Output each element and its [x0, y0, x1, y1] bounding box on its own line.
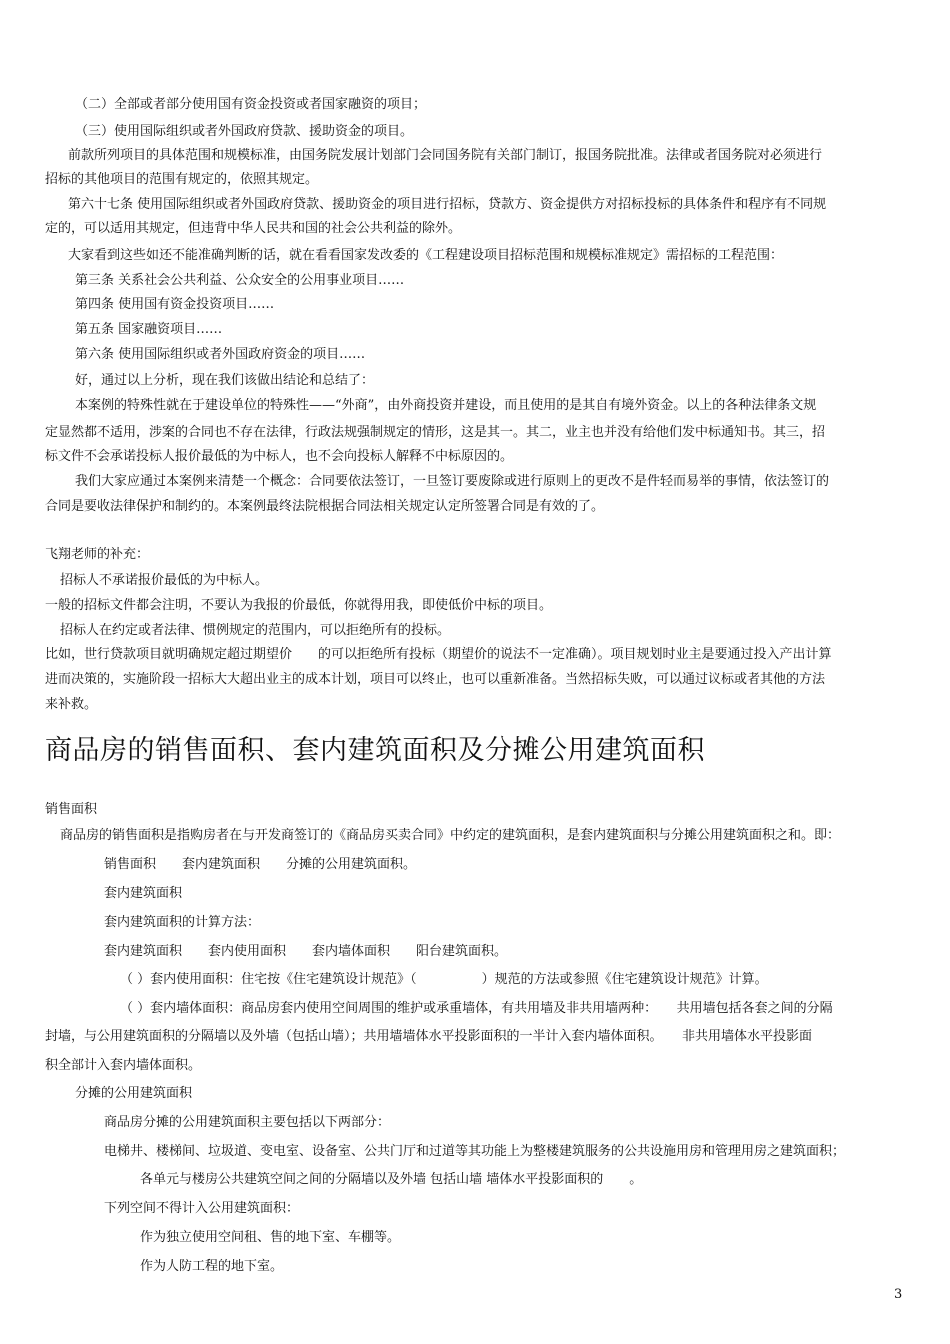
text-line: 分摊的公用建筑面积 — [75, 1086, 193, 1101]
text-line: 商品房的销售面积是指购房者在与开发商签订的《商品房买卖合同》中约定的建筑面积，是套内建筑面积与分摊公用建筑面积之和。即： — [60, 828, 841, 843]
text-line: 第五条 国家融资项目…… — [75, 322, 223, 337]
text-line: 积全部计入套内墙体面积。 — [45, 1058, 202, 1073]
text-line: 下列空间不得计入公用建筑面积： — [104, 1201, 300, 1216]
text-line: 招标的其他项目的范围有规定的，依照其规定。 — [45, 172, 319, 187]
text-line: 商品房分摊的公用建筑面积主要包括以下两部分： — [104, 1115, 391, 1130]
text-line: （二）全部或者部分使用国有资金投资或者国家融资的项目； — [75, 97, 427, 112]
text-line: 前款所列项目的具体范围和规模标准，由国务院发展计划部门会同国务院有关部门制订，报国务院批准。法律或者国务院对必须进行 — [68, 148, 823, 163]
text-line: 一般的招标文件都会注明，不要认为我报的价最低，你就得用我，即使低价中标的项目。 — [45, 598, 553, 613]
text-line: 定显然都不适用，涉案的合同也不存在法律，行政法规强制规定的情形，这是其一。其二，业主也并没有给他们发中标通知书。其三，招 — [45, 425, 826, 440]
text-line: 销售面积 — [45, 802, 98, 817]
text-line: 标文件不会承诺投标人报价最低的为中标人，也不会向投标人解释不中标原因的。 — [45, 449, 514, 464]
text-line: 大家看到这些如还不能准确判断的话，就在看看国家发改委的《工程建设项目招标范围和规模标准规定》需招标的工程范围： — [68, 248, 784, 263]
text-line: 作为独立使用空间租、售的地下室、车棚等。 — [140, 1230, 401, 1245]
text-line: （ ）套内墙体面积：商品房套内使用空间周围的维护或承重墙体，有共用墙及非共用墙两种： 共用墙包括各套之间的分隔 — [120, 1001, 833, 1016]
text-line: 电梯井、楼梯间、垃圾道、变电室、设备室、公共门厅和过道等其功能上为整楼建筑服务的公共设施用房和管理用房之建筑面积； — [104, 1144, 846, 1159]
text-line: 作为人防工程的地下室。 — [140, 1259, 284, 1274]
text-line: 封墙，与公用建筑面积的分隔墙以及外墙（包括山墙）；共用墙墙体水平投影面积的一半计入套内墙体面积。 非共用墙体水平投影面 — [45, 1029, 813, 1044]
text-line: 各单元与楼房公共建筑空间之间的分隔墙以及外墙 包括山墙 墙体水平投影面积的 。 — [140, 1172, 643, 1187]
text-line: 进而决策的，实施阶段一招标大大超出业主的成本计划，项目可以终止，也可以重新准备。当然招标失败，可以通过议标或者其他的方法 — [45, 672, 826, 687]
text-line: 合同是要收法律保护和制约的。本案例最终法院根据合同法相关规定认定所签署合同是有效的了。 — [45, 499, 605, 514]
text-line: 我们大家应通过本案例来清楚一个概念：合同要依法签订，一旦签订要废除或进行原则上的更改不是件轻而易举的事情，依法签订的 — [75, 474, 830, 489]
text-line: 来补救。 — [45, 697, 98, 712]
text-line: 比如，世行贷款项目就明确规定超过期望价 的可以拒绝所有投标（期望价的说法不一定准确）。项目规划时业主是要通过投入产出计算 — [45, 647, 832, 662]
text-line: 飞翔老师的补充： — [45, 547, 150, 562]
text-line: 销售面积 套内建筑面积 分摊的公用建筑面积。 — [104, 857, 417, 872]
page-number: 3 — [894, 1287, 903, 1302]
text-line: 套内建筑面积 套内使用面积 套内墙体面积 阳台建筑面积。 — [104, 944, 508, 959]
text-line: 本案例的特殊性就在于建设单位的特殊性——“外商”，由外商投资并建设，而且使用的是其自有境外资金。以上的各种法律条文规 — [75, 398, 817, 413]
text-line: （ ）套内使用面积：住宅按《住宅建筑设计规范》（ ）规范的方法或参照《住宅建筑设计规范》计算。 — [120, 972, 768, 987]
text-line: 定的，可以适用其规定，但违背中华人民共和国的社会公共利益的除外。 — [45, 221, 462, 236]
text-line: 第六十七条 使用国际组织或者外国政府贷款、援助资金的项目进行招标，贷款方、资金提供方对招标投标的具体条件和程序有不同规 — [68, 197, 827, 212]
text-line: 第四条 使用国有资金投资项目…… — [75, 297, 275, 312]
text-line: 套内建筑面积 — [104, 886, 183, 901]
text-line: 套内建筑面积的计算方法： — [104, 915, 261, 930]
text-line: 招标人不承诺报价最低的为中标人。 — [60, 573, 269, 588]
text-line: 招标人在约定或者法律、惯例规定的范围内，可以拒绝所有的投标。 — [60, 623, 451, 638]
text-line: 好，通过以上分析，现在我们该做出结论和总结了： — [75, 373, 375, 388]
text-line: （三）使用国际组织或者外国政府贷款、援助资金的项目。 — [75, 124, 414, 139]
text-line: 第三条 关系社会公共利益、公众安全的公用事业项目…… — [75, 273, 405, 288]
text-line: 第六条 使用国际组织或者外国政府资金的项目…… — [75, 347, 366, 362]
section-heading: 商品房的销售面积、套内建筑面积及分摊公用建筑面积 — [45, 735, 705, 766]
